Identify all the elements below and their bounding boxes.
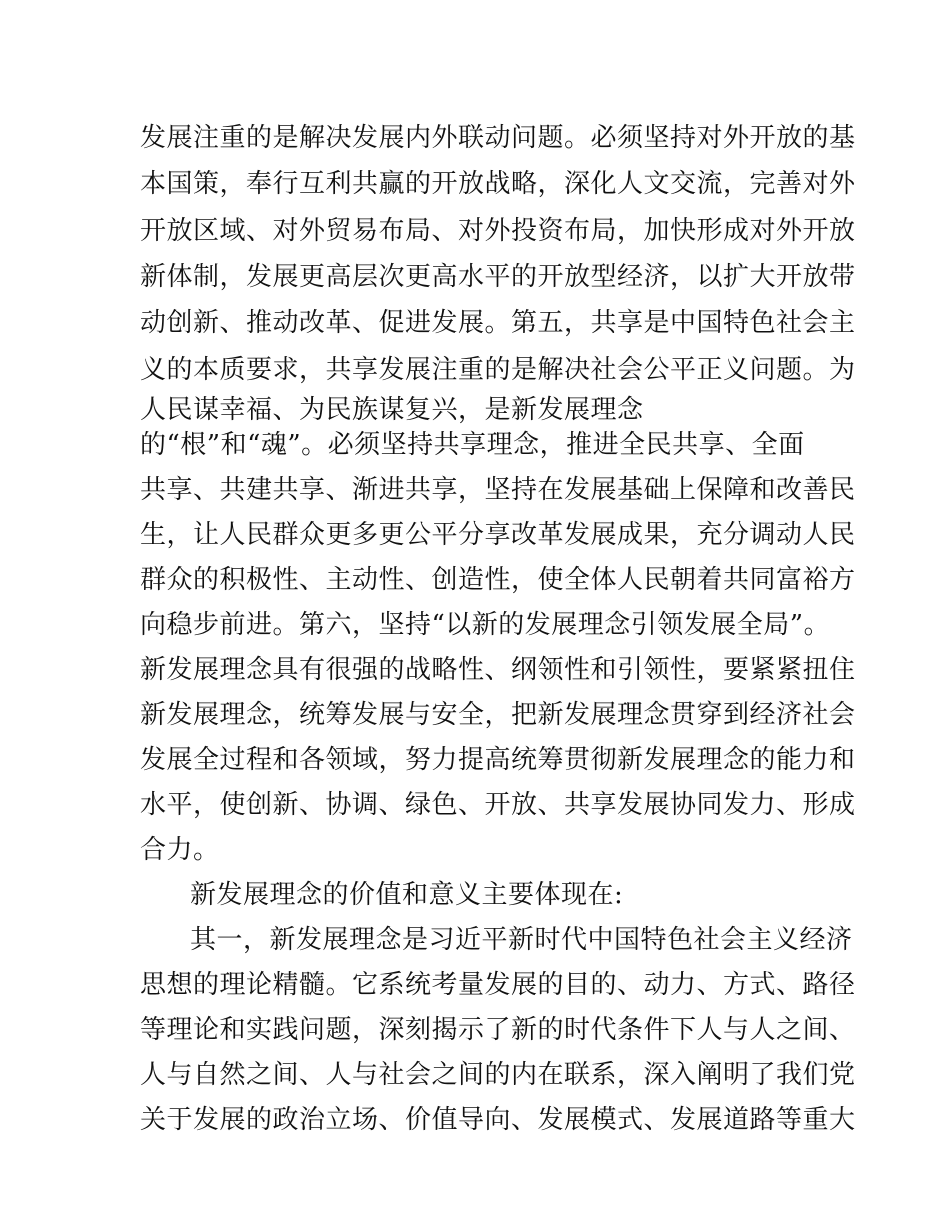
text-line: 发展注重的是解决发展内外联动问题。必须坚持对外开放的基 <box>140 123 856 153</box>
text-line: 群众的积极性、主动性、创造性，使全体人民朝着共同富裕方 <box>140 565 856 595</box>
text-line: 关于发展的政治立场、价值导向、发展模式、发展道路等重大 <box>140 1105 856 1135</box>
text-line: 向稳步前进。第六，坚持“以新的发展理念引领发展全局”。 <box>140 610 831 640</box>
text-line: 开放区域、对外贸易布局、对外投资布局，加快形成对外开放 <box>140 216 856 246</box>
text-line: 合力。 <box>140 835 220 865</box>
text-line: 发展全过程和各领域，努力提高统筹贯彻新发展理念的能力和 <box>140 745 856 775</box>
text-line: 新发展理念，统筹发展与安全，把新发展理念贯穿到经济社会 <box>140 700 856 730</box>
text-line: 生，让人民群众更多更公平分享改革发展成果，充分调动人民 <box>140 520 856 550</box>
text-line: 新体制，发展更高层次更高水平的开放型经济，以扩大开放带 <box>140 262 856 292</box>
text-line: 的“根”和“魂”。必须坚持共享理念，推进全民共享、全面 <box>140 430 805 460</box>
text-line: 动创新、推动改革、促进发展。第五，共享是中国特色社会主 <box>140 308 856 338</box>
text-line: 义的本质要求，共享发展注重的是解决社会公平正义问题。为 <box>140 355 856 385</box>
text-line: 思想的理论精髓。它系统考量发展的目的、动力、方式、路径 <box>140 970 856 1000</box>
text-line: 人民谋幸福、为民族谋复兴，是新发展理念 <box>140 395 644 425</box>
text-line: 水平，使创新、协调、绿色、开放、共享发展协同发力、形成 <box>140 790 856 820</box>
text-line: 本国策，奉行互利共赢的开放战略，深化人文交流，完善对外 <box>140 169 856 199</box>
paragraph-heading: 新发展理念的价值和意义主要体现在: <box>190 880 624 910</box>
text-line: 其一，新发展理念是习近平新时代中国特色社会主义经济 <box>190 925 853 955</box>
text-line: 共享、共建共享、渐进共享，坚持在发展基础上保障和改善民 <box>140 475 856 505</box>
text-line: 等理论和实践问题，深刻揭示了新的时代条件下人与人之间、 <box>140 1015 856 1045</box>
text-line: 人与自然之间、人与社会之间的内在联系，深入阐明了我们党 <box>140 1060 856 1090</box>
text-line: 新发展理念具有很强的战略性、纲领性和引领性，要紧紧扭住 <box>140 655 856 685</box>
